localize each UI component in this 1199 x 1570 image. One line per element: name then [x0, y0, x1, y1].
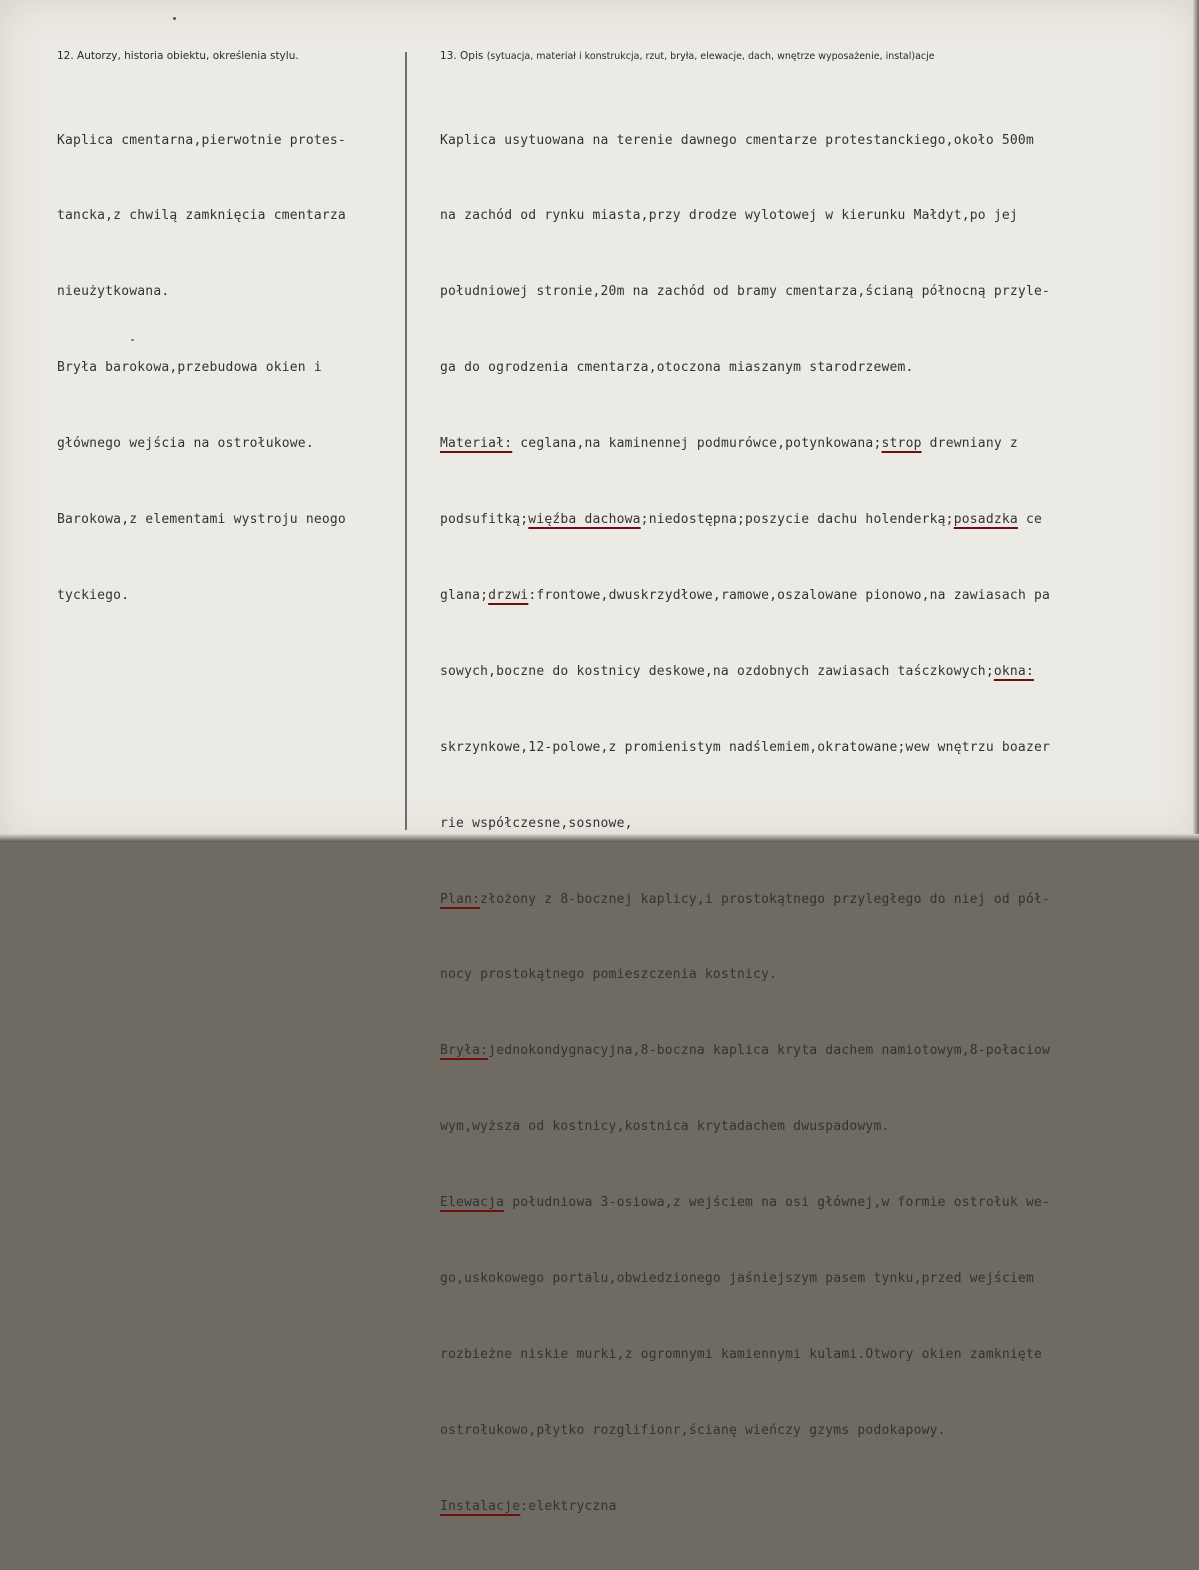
text-fragment: drewniany z: [921, 436, 1018, 452]
label-drzwi: drzwi: [488, 587, 529, 603]
section-12-header: [57, 50, 299, 62]
section-13-number: 13.: [440, 50, 457, 62]
text-fragment: podsufitką;: [440, 512, 529, 528]
left-line: tancka,z chwilą zamknięcia cmentarza: [57, 208, 346, 224]
label-plan: Plan:: [440, 891, 481, 907]
right-line: [440, 1494, 1192, 1519]
right-line: południowej stronie,20m na zachód od bramy cmentarza,ścianą północną przyle-: [440, 284, 1051, 300]
text-fragment: ceglana,na kaminennej podmurówce,potynkowana;: [512, 436, 882, 452]
section-12-title: Autorzy, historia obiektu, określenia stylu.: [77, 50, 299, 62]
right-line: [440, 887, 1192, 912]
text-fragment: sowych,boczne do kostnicy deskowe,na ozdobnych zawiasach taśczkowych;: [440, 663, 994, 679]
label-wiezba: więźba dachowa: [528, 512, 641, 528]
right-line: nocy prostokątnego pomieszczenia kostnicy.: [440, 967, 778, 983]
left-line: Bryła barokowa,przebudowa okien i: [57, 360, 322, 376]
label-material: Materiał:: [440, 436, 513, 452]
right-line: ga do ogrodzenia cmentarza,otoczona miaszanym starodrzewem.: [440, 360, 914, 376]
text-fragment: :frontowe,dwuskrzydłowe,ramowe,oszalowane pionowo,na zawiasach pa: [528, 587, 1051, 603]
label-okna: okna:: [993, 663, 1034, 679]
right-line: go,uskokowego portalu,obwiedzionego jaśniejszym pasem tynku,przed wejściem: [440, 1270, 1034, 1286]
label-bryla: Bryła:: [440, 1043, 489, 1059]
column-divider: [405, 52, 407, 830]
label-elewacja: Elewacja: [440, 1195, 505, 1211]
text-fragment: :elektryczna: [520, 1498, 617, 1514]
right-line: [440, 1038, 1192, 1063]
left-column-text: [57, 77, 402, 659]
text-fragment: ;niedostępna;poszycie dachu holenderką;: [640, 512, 954, 528]
section-13-header: [440, 50, 935, 62]
ink-dot: [173, 17, 176, 20]
right-line: rozbieżne niskie murki,z ogromnymi kamiennymi kulami.Otwory okien zamknięte: [440, 1346, 1042, 1362]
left-line: nieużytkowana.: [57, 284, 170, 300]
card-edge-bottom: [0, 834, 1199, 842]
text-fragment: jednokondygnacyjna,8-boczna kaplica kryta dachem namiotowym,8-połaciow: [488, 1043, 1051, 1059]
label-instalacje: Instalacje: [440, 1498, 521, 1514]
right-line: Kaplica usytuowana na terenie dawnego cmentarze protestanckiego,około 500m: [440, 132, 1034, 148]
right-line: rie współczesne,sosnowe,: [440, 815, 633, 831]
right-line: skrzynkowe,12-polowe,z promienistym nadślemiem,okratowane;wew wnętrzu boazer: [440, 739, 1051, 755]
right-line: na zachód od rynku miasta,przy drodze wylotowej w kierunku Małdyt,po jej: [440, 208, 1018, 224]
section-13-subtitle: (sytuacja, materiał i konstrukcja, rzut, bryła, elewacje, dach, wnętrze wyposażenie, instal)acje: [486, 51, 935, 62]
section-13-title: Opis: [460, 50, 484, 62]
right-line: [440, 583, 1192, 608]
left-line: tyckiego.: [57, 587, 130, 603]
right-line: [440, 659, 1192, 684]
section-12-number: 12.: [57, 50, 74, 62]
right-line: [440, 507, 1192, 532]
right-line: [440, 1190, 1192, 1215]
text-fragment: ce: [1017, 512, 1043, 528]
text-fragment: glana;: [440, 587, 489, 603]
right-line: ostrołukowo,płytko rozglifionr,ścianę wieńczy gzyms podokapowy.: [440, 1422, 946, 1438]
right-column-text: [440, 77, 1192, 1570]
right-line: wym,wyższa od kostnicy,kostnica krytadachem dwuspadowym.: [440, 1119, 890, 1135]
left-line: głównego wejścia na ostrołukowe.: [57, 436, 314, 452]
label-posadzka: posadzka: [953, 512, 1018, 528]
card-edge-right: [1193, 0, 1199, 842]
text-fragment: złożony z 8-bocznej kaplicy,i prostokątnego przyległego do niej od pół-: [480, 891, 1051, 907]
right-line: [440, 431, 1192, 456]
label-strop: strop: [881, 436, 922, 452]
left-line: Barokowa,z elementami wystroju neogo: [57, 512, 346, 528]
left-line: Kaplica cmentarna,pierwotnie protes-: [57, 132, 346, 148]
text-fragment: południowa 3-osiowa,z wejściem na osi głównej,w formie ostrołuk we-: [504, 1195, 1051, 1211]
